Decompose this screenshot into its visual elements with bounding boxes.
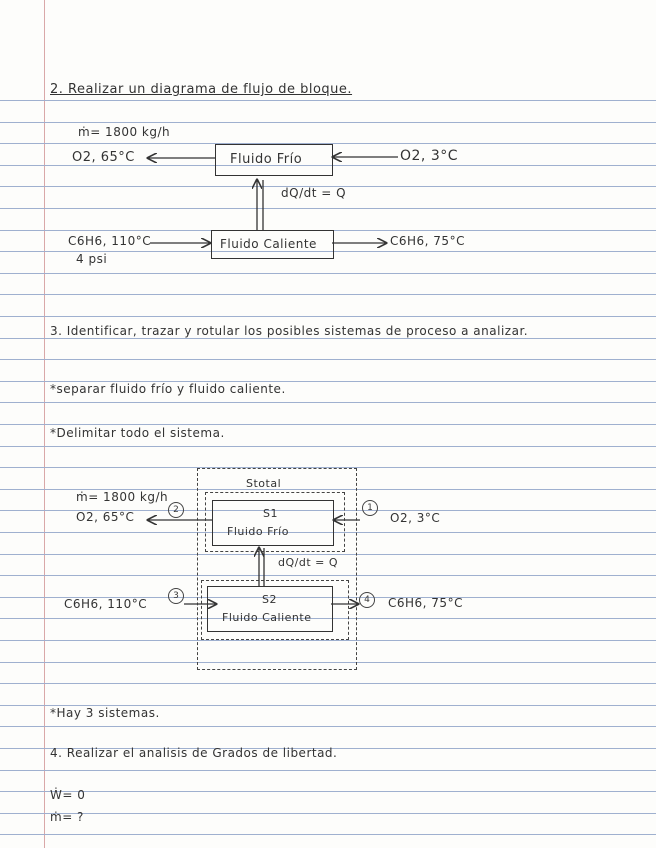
cold-outlet-label: O2, 65°C (72, 150, 135, 165)
mass-flow-label: ṁ= 1800 kg/h (78, 125, 171, 139)
mass-flow-label-2: ṁ= 1800 kg/h (76, 490, 169, 504)
stream-3-marker: 3 (168, 588, 184, 604)
stream-2-marker: 2 (168, 502, 184, 518)
hot-outlet-label: C6H6, 75°C (390, 234, 465, 248)
cold-inlet-label: O2, 3°C (400, 148, 459, 164)
mass-flow-unknown: ṁ= ? (50, 810, 84, 824)
stream-1-marker: 1 (362, 500, 378, 516)
pressure-label: 4 psi (76, 252, 108, 266)
bullet-delimit-system: *Delimitar todo el sistema. (50, 426, 225, 440)
hot-inlet-label-2: C6H6, 110°C (64, 597, 148, 611)
hot-outlet-label-2: C6H6, 75°C (388, 596, 463, 610)
s1-name: S1 (263, 507, 278, 520)
heat-transfer-label-2: dQ/dt = Q (278, 556, 339, 569)
section4-heading: 4. Realizar el analisis de Grados de libertad. (50, 746, 338, 760)
heat-transfer-label: dQ/dt = Q (281, 186, 347, 200)
section3-heading: 3. Identificar, trazar y rotular los posibles sistemas de proceso a analizar. (50, 324, 529, 338)
stotal-label: Stotal (246, 477, 282, 490)
bullet-separate-fluids: *separar fluido frío y fluido caliente. (50, 382, 286, 396)
conclusion-three-systems: *Hay 3 sistemas. (50, 706, 160, 720)
cold-outlet-label-2: O2, 65°C (76, 510, 135, 524)
s2-name: S2 (262, 593, 277, 606)
work-equation: Ẇ= 0 (50, 788, 86, 802)
s2-label: Fluido Caliente (222, 611, 312, 624)
stream-4-marker: 4 (359, 592, 375, 608)
cold-inlet-label-2: O2, 3°C (390, 511, 441, 525)
s1-label: Fluido Frío (227, 525, 289, 538)
cold-block-label: Fluido Frío (230, 152, 303, 167)
hot-inlet-label: C6H6, 110°C (68, 234, 152, 248)
section2-heading: 2. Realizar un diagrama de flujo de bloque. (50, 82, 353, 97)
hot-block-label: Fluido Caliente (220, 237, 317, 251)
